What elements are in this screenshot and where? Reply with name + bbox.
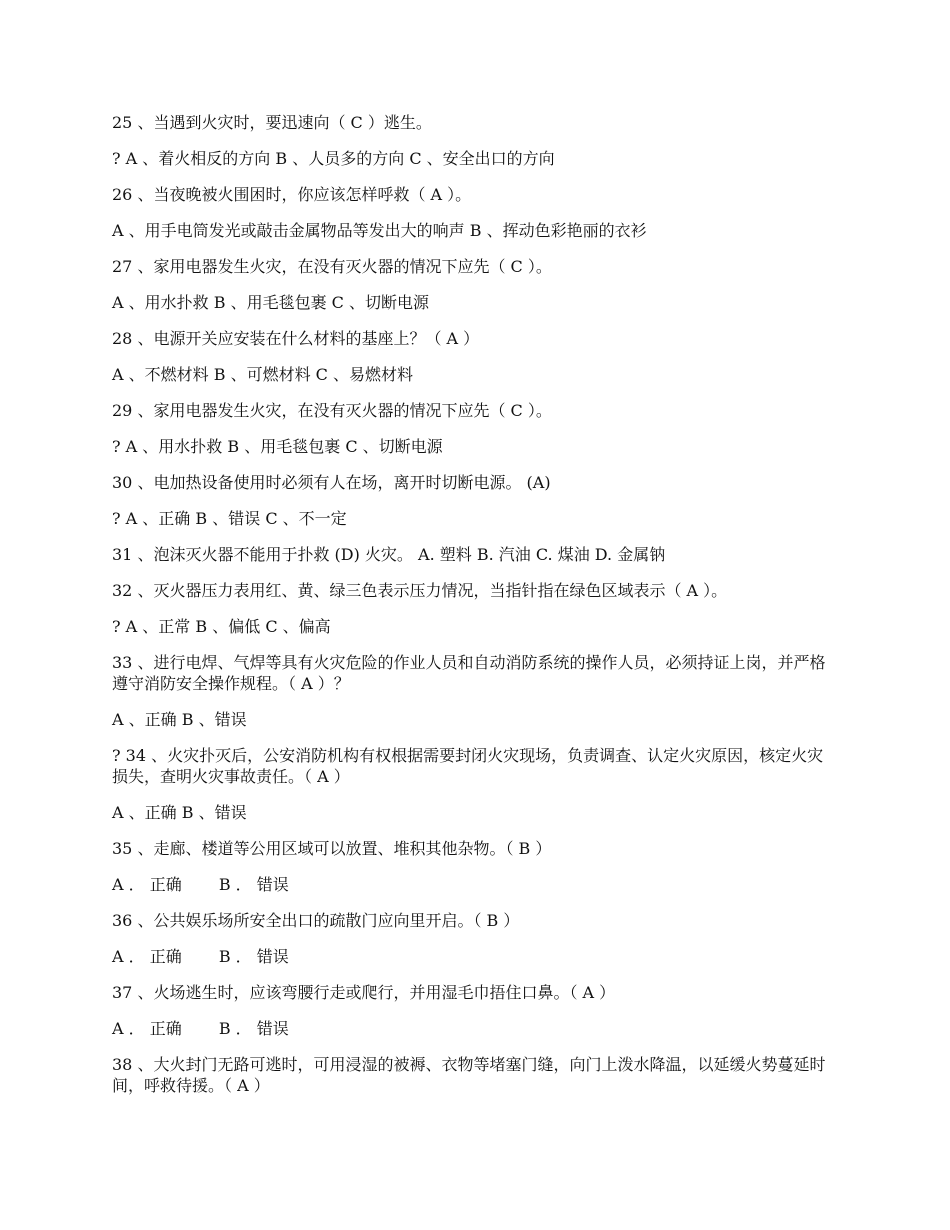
question-25: 25 、当遇到火灾时，要迅速向（ C ）逃生。: [112, 113, 432, 132]
question-25-options: ? A 、着火相反的方向 B 、人员多的方向 C 、安全出口的方向: [112, 149, 555, 168]
question-36-options: A ． 正确 B ． 错误: [112, 947, 289, 966]
question-26-options: A 、用手电筒发光或敲击金属物品等发出大的响声 B 、挥动色彩艳丽的衣衫: [112, 221, 647, 240]
question-30-options: ? A 、正确 B 、错误 C 、不一定: [112, 509, 347, 528]
question-37: 37 、火场逃生时，应该弯腰行走或爬行，并用湿毛巾捂住口鼻。（ A ）: [112, 983, 616, 1002]
question-27-options: A 、用水扑救 B 、用毛毯包裹 C 、切断电源: [112, 293, 429, 312]
question-35: 35 、走廊、楼道等公用区域可以放置、堆积其他杂物。（ B ）: [112, 839, 552, 858]
question-37-options: A ． 正确 B ． 错误: [112, 1019, 289, 1038]
question-33-options: A 、正确 B 、错误: [112, 710, 247, 729]
document-body: [112, 112, 832, 1111]
question-32: 32 、灭火器压力表用红、黄、绿三色表示压力情况，当指针指在绿色区域表示（ A ）。: [112, 581, 728, 600]
question-36: 36 、公共娱乐场所安全出口的疏散门应向里开启。（ B ）: [112, 911, 520, 930]
question-33: 33 、进行电焊、气焊等具有火灾危险的作业人员和自动消防系统的操作人员，必须持证上岗，并严格遵守消防安全操作规程。（ A ）？: [112, 653, 826, 693]
question-34: ? 34 、火灾扑灭后，公安消防机构有权根据需要封闭火灾现场，负责调查、认定火灾原因，核定火灾损失，查明火灾事故责任。（ A ）: [112, 746, 824, 786]
question-30: 30 、电加热设备使用时必须有人在场，离开时切断电源。 (A): [112, 473, 551, 492]
question-34-options: A 、正确 B 、错误: [112, 803, 247, 822]
question-29: 29 、家用电器发生火灾，在没有灭火器的情况下应先（ C ）。: [112, 401, 552, 420]
question-31: 31 、泡沫灭火器不能用于扑救 (D) 火灾。 A. 塑料 B. 汽油 C. 煤油 D. 金属钠: [112, 545, 666, 564]
question-28: 28 、电源开关应安装在什么材料的基座上？（ A ）: [112, 329, 480, 348]
question-27: 27 、家用电器发生火灾，在没有灭火器的情况下应先（ C ）。: [112, 257, 552, 276]
question-38: 38 、大火封门无路可逃时，可用浸湿的被褥、衣物等堵塞门缝，向门上泼水降温，以延缓火势蔓延时间，呼救待援。（ A ）: [112, 1055, 826, 1095]
question-28-options: A 、不燃材料 B 、可燃材料 C 、易燃材料: [112, 365, 413, 384]
question-35-options: A ． 正确 B ． 错误: [112, 875, 289, 894]
question-29-options: ? A 、用水扑救 B 、用毛毯包裹 C 、切断电源: [112, 437, 443, 456]
question-32-options: ? A 、正常 B 、偏低 C 、偏高: [112, 617, 331, 636]
question-26: 26 、当夜晚被火围困时，你应该怎样呼救（ A ）。: [112, 185, 472, 204]
